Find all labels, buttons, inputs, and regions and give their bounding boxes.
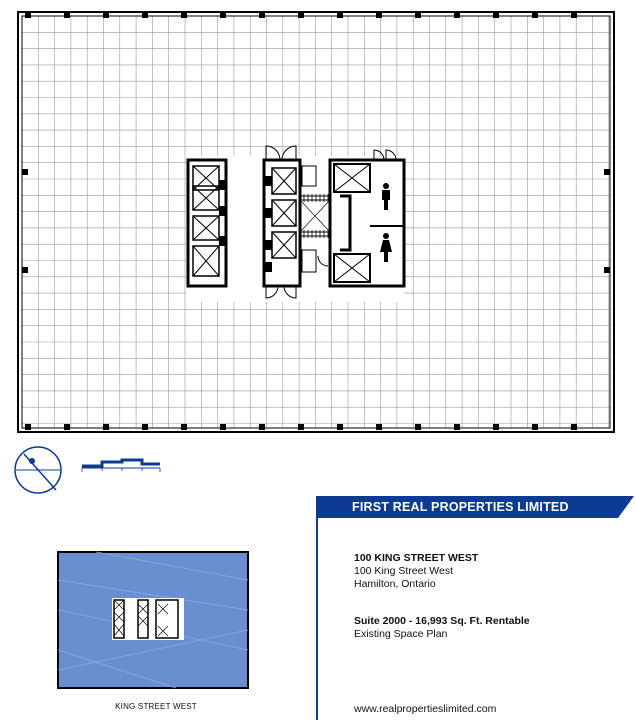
structural-column	[298, 424, 304, 430]
building-core	[186, 146, 404, 302]
structural-column	[493, 12, 499, 18]
structural-column	[532, 12, 538, 18]
structural-column	[103, 424, 109, 430]
building-info	[354, 552, 478, 591]
structural-column	[571, 424, 577, 430]
structural-column	[376, 424, 382, 430]
structural-column	[337, 424, 343, 430]
company-name: FIRST REAL PROPERTIES LIMITED	[352, 500, 569, 514]
structural-column	[181, 12, 187, 18]
structural-column	[604, 267, 610, 273]
structural-column	[571, 12, 577, 18]
structural-column	[532, 424, 538, 430]
structural-column	[25, 424, 31, 430]
structural-column	[415, 12, 421, 18]
structural-column	[22, 169, 28, 175]
structural-column	[64, 424, 70, 430]
structural-column	[25, 12, 31, 18]
structural-column	[103, 12, 109, 18]
structural-column	[493, 424, 499, 430]
website-link[interactable]: www.realpropertieslimited.com	[354, 703, 497, 715]
structural-column	[142, 12, 148, 18]
structural-column	[604, 169, 610, 175]
address-line-2: Hamilton, Ontario	[354, 578, 436, 590]
suite-info	[354, 615, 530, 641]
structural-column	[376, 12, 382, 18]
building-name: 100 KING STREET WEST	[354, 552, 479, 564]
north-arrow-icon	[12, 444, 64, 496]
info-divider	[316, 496, 318, 720]
scale-bar	[78, 456, 164, 476]
structural-column	[220, 12, 226, 18]
structural-column	[142, 424, 148, 430]
structural-column	[181, 424, 187, 430]
structural-column	[220, 424, 226, 430]
key-plan-caption: KING STREET WEST	[115, 702, 197, 711]
structural-column	[259, 12, 265, 18]
structural-column	[337, 12, 343, 18]
suite-subtitle: Existing Space Plan	[354, 628, 448, 640]
structural-column	[415, 424, 421, 430]
structural-column	[64, 12, 70, 18]
structural-column	[22, 267, 28, 273]
address-line-1: 100 King Street West	[354, 565, 454, 577]
structural-column	[454, 424, 460, 430]
structural-column	[298, 12, 304, 18]
suite-title: Suite 2000 - 16,993 Sq. Ft. Rentable	[354, 615, 530, 627]
key-plan	[56, 550, 252, 692]
key-plan-core	[112, 598, 184, 640]
structural-column	[259, 424, 265, 430]
structural-column	[454, 12, 460, 18]
